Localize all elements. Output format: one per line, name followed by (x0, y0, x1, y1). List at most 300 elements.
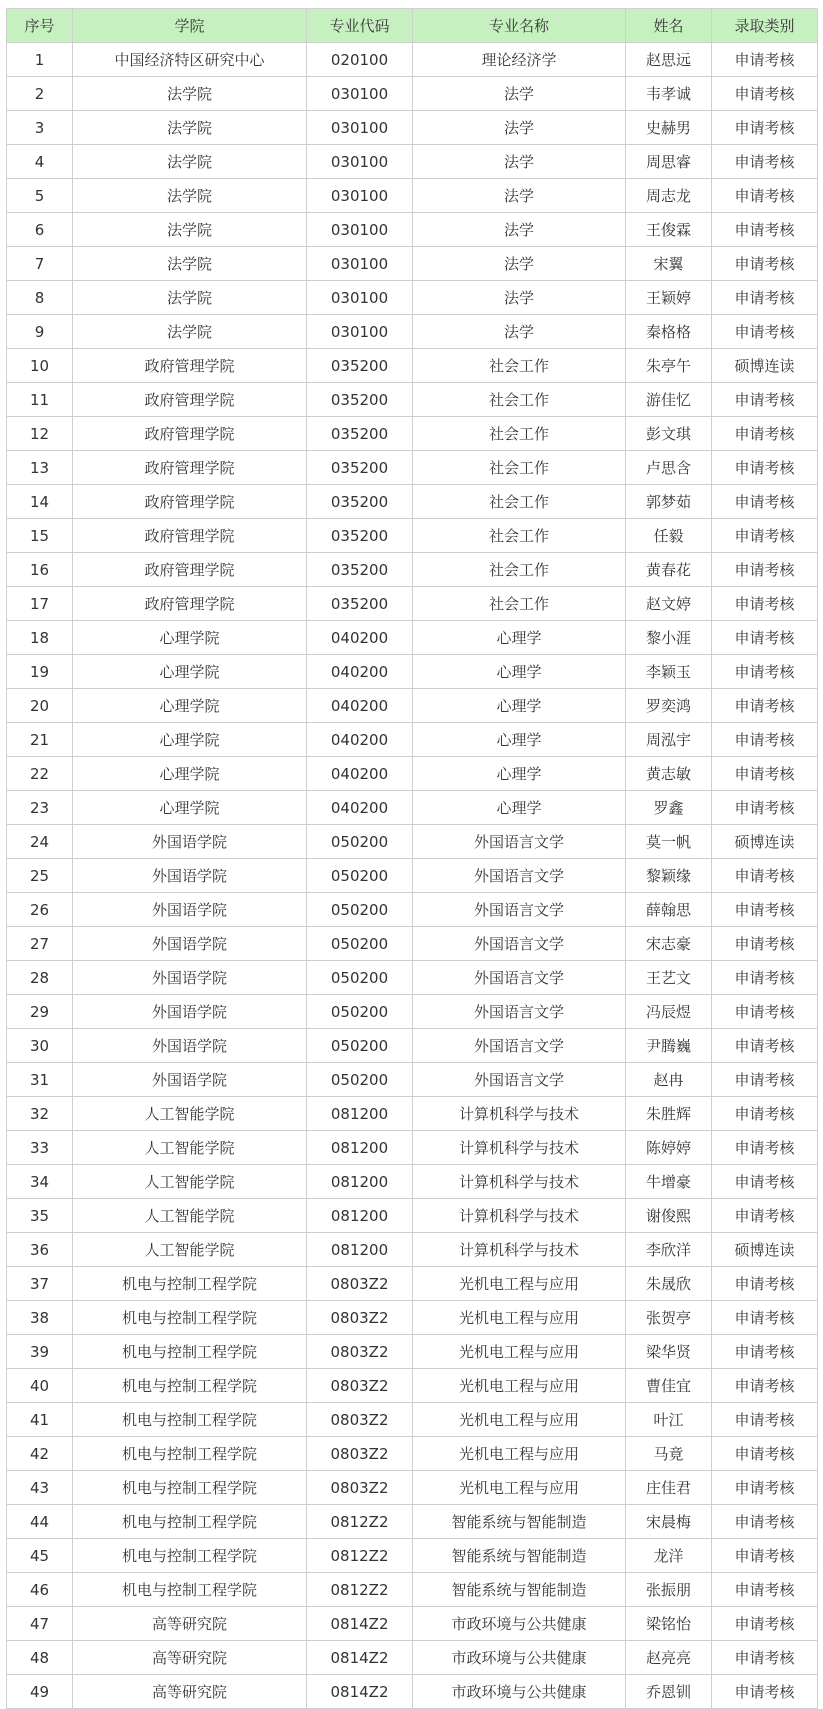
cell-student-name: 罗鑫 (626, 791, 712, 825)
cell-admission-type: 申请考核 (712, 1063, 818, 1097)
cell-major-name: 法学 (413, 281, 626, 315)
cell-student-name: 黄春花 (626, 553, 712, 587)
cell-admission-type: 申请考核 (712, 1097, 818, 1131)
cell-student-name: 薛翰思 (626, 893, 712, 927)
cell-college: 法学院 (73, 315, 307, 349)
cell-index: 41 (7, 1403, 73, 1437)
cell-admission-type: 申请考核 (712, 77, 818, 111)
table-row (7, 1471, 818, 1505)
cell-admission-type: 申请考核 (712, 417, 818, 451)
cell-major-code: 0814Z2 (307, 1675, 413, 1709)
table-row (7, 1403, 818, 1437)
cell-index: 28 (7, 961, 73, 995)
cell-college: 政府管理学院 (73, 519, 307, 553)
cell-admission-type: 申请考核 (712, 757, 818, 791)
table-row (7, 281, 818, 315)
cell-major-code: 081200 (307, 1097, 413, 1131)
cell-major-code: 030100 (307, 111, 413, 145)
cell-index: 40 (7, 1369, 73, 1403)
cell-index: 42 (7, 1437, 73, 1471)
cell-admission-type: 申请考核 (712, 519, 818, 553)
header-major-name: 专业名称 (413, 9, 626, 43)
cell-college: 政府管理学院 (73, 587, 307, 621)
cell-college: 人工智能学院 (73, 1233, 307, 1267)
table-row (7, 655, 818, 689)
cell-major-code: 030100 (307, 179, 413, 213)
cell-student-name: 朱晟欣 (626, 1267, 712, 1301)
header-admission-type: 录取类别 (712, 9, 818, 43)
table-row (7, 1063, 818, 1097)
cell-major-name: 外国语言文学 (413, 859, 626, 893)
cell-major-name: 计算机科学与技术 (413, 1097, 626, 1131)
cell-admission-type: 申请考核 (712, 689, 818, 723)
cell-major-name: 市政环境与公共健康 (413, 1641, 626, 1675)
cell-index: 20 (7, 689, 73, 723)
cell-major-code: 035200 (307, 451, 413, 485)
cell-major-name: 心理学 (413, 757, 626, 791)
cell-college: 心理学院 (73, 655, 307, 689)
cell-major-name: 计算机科学与技术 (413, 1199, 626, 1233)
table-row (7, 825, 818, 859)
table-row (7, 1437, 818, 1471)
cell-major-name: 外国语言文学 (413, 995, 626, 1029)
cell-index: 1 (7, 43, 73, 77)
cell-admission-type: 硕博连读 (712, 1233, 818, 1267)
cell-college: 机电与控制工程学院 (73, 1335, 307, 1369)
cell-major-name: 法学 (413, 213, 626, 247)
cell-college: 法学院 (73, 281, 307, 315)
cell-major-code: 035200 (307, 349, 413, 383)
table-row (7, 1131, 818, 1165)
cell-student-name: 王颖婷 (626, 281, 712, 315)
cell-student-name: 周志龙 (626, 179, 712, 213)
cell-index: 36 (7, 1233, 73, 1267)
cell-college: 机电与控制工程学院 (73, 1505, 307, 1539)
table-row (7, 757, 818, 791)
cell-college: 机电与控制工程学院 (73, 1301, 307, 1335)
cell-major-name: 法学 (413, 247, 626, 281)
cell-index: 34 (7, 1165, 73, 1199)
cell-admission-type: 申请考核 (712, 145, 818, 179)
cell-college: 心理学院 (73, 723, 307, 757)
cell-college: 机电与控制工程学院 (73, 1369, 307, 1403)
cell-major-name: 社会工作 (413, 485, 626, 519)
cell-major-name: 法学 (413, 111, 626, 145)
cell-admission-type: 申请考核 (712, 961, 818, 995)
cell-index: 33 (7, 1131, 73, 1165)
cell-major-name: 社会工作 (413, 451, 626, 485)
cell-major-code: 081200 (307, 1131, 413, 1165)
cell-admission-type: 申请考核 (712, 553, 818, 587)
cell-major-code: 050200 (307, 995, 413, 1029)
cell-major-name: 智能系统与智能制造 (413, 1573, 626, 1607)
cell-college: 法学院 (73, 213, 307, 247)
table-row (7, 1675, 818, 1709)
cell-student-name: 赵冉 (626, 1063, 712, 1097)
cell-student-name: 牛增豪 (626, 1165, 712, 1199)
cell-student-name: 朱亭午 (626, 349, 712, 383)
cell-major-name: 社会工作 (413, 349, 626, 383)
cell-college: 外国语学院 (73, 1029, 307, 1063)
cell-major-name: 外国语言文学 (413, 1063, 626, 1097)
cell-student-name: 赵亮亮 (626, 1641, 712, 1675)
table-row (7, 1267, 818, 1301)
cell-college: 高等研究院 (73, 1641, 307, 1675)
table-row (7, 451, 818, 485)
cell-admission-type: 申请考核 (712, 485, 818, 519)
cell-college: 人工智能学院 (73, 1165, 307, 1199)
cell-admission-type: 申请考核 (712, 451, 818, 485)
cell-major-code: 050200 (307, 859, 413, 893)
cell-index: 15 (7, 519, 73, 553)
cell-major-name: 计算机科学与技术 (413, 1233, 626, 1267)
cell-student-name: 谢俊熙 (626, 1199, 712, 1233)
cell-student-name: 庄佳君 (626, 1471, 712, 1505)
cell-index: 45 (7, 1539, 73, 1573)
header-college: 学院 (73, 9, 307, 43)
cell-major-code: 050200 (307, 1029, 413, 1063)
cell-index: 49 (7, 1675, 73, 1709)
cell-admission-type: 申请考核 (712, 723, 818, 757)
cell-index: 14 (7, 485, 73, 519)
cell-index: 27 (7, 927, 73, 961)
table-row (7, 723, 818, 757)
cell-admission-type: 申请考核 (712, 1675, 818, 1709)
cell-major-name: 计算机科学与技术 (413, 1165, 626, 1199)
table-row (7, 213, 818, 247)
cell-major-name: 外国语言文学 (413, 825, 626, 859)
cell-index: 43 (7, 1471, 73, 1505)
table-row (7, 485, 818, 519)
cell-student-name: 王俊霖 (626, 213, 712, 247)
cell-index: 9 (7, 315, 73, 349)
cell-college: 外国语学院 (73, 961, 307, 995)
cell-index: 23 (7, 791, 73, 825)
cell-major-code: 040200 (307, 757, 413, 791)
cell-index: 13 (7, 451, 73, 485)
table-row (7, 893, 818, 927)
cell-college: 法学院 (73, 145, 307, 179)
table-row (7, 1607, 818, 1641)
cell-major-name: 理论经济学 (413, 43, 626, 77)
cell-major-name: 光机电工程与应用 (413, 1267, 626, 1301)
cell-index: 12 (7, 417, 73, 451)
cell-admission-type: 申请考核 (712, 1267, 818, 1301)
cell-college: 人工智能学院 (73, 1199, 307, 1233)
table-row (7, 349, 818, 383)
cell-major-code: 0803Z2 (307, 1437, 413, 1471)
cell-index: 48 (7, 1641, 73, 1675)
cell-student-name: 叶江 (626, 1403, 712, 1437)
cell-major-name: 法学 (413, 77, 626, 111)
cell-college: 政府管理学院 (73, 417, 307, 451)
cell-admission-type: 申请考核 (712, 1131, 818, 1165)
cell-major-name: 光机电工程与应用 (413, 1301, 626, 1335)
cell-major-code: 035200 (307, 553, 413, 587)
cell-college: 心理学院 (73, 621, 307, 655)
cell-index: 31 (7, 1063, 73, 1097)
cell-major-code: 030100 (307, 315, 413, 349)
cell-index: 3 (7, 111, 73, 145)
table-row (7, 519, 818, 553)
cell-index: 25 (7, 859, 73, 893)
cell-college: 法学院 (73, 111, 307, 145)
cell-major-name: 社会工作 (413, 587, 626, 621)
table-row (7, 689, 818, 723)
cell-major-name: 法学 (413, 315, 626, 349)
cell-student-name: 赵思远 (626, 43, 712, 77)
cell-major-name: 光机电工程与应用 (413, 1403, 626, 1437)
cell-major-code: 035200 (307, 383, 413, 417)
cell-admission-type: 硕博连读 (712, 349, 818, 383)
cell-index: 22 (7, 757, 73, 791)
cell-admission-type: 申请考核 (712, 1505, 818, 1539)
cell-college: 心理学院 (73, 791, 307, 825)
cell-college: 中国经济特区研究中心 (73, 43, 307, 77)
cell-index: 4 (7, 145, 73, 179)
cell-major-code: 050200 (307, 825, 413, 859)
cell-admission-type: 申请考核 (712, 179, 818, 213)
cell-college: 外国语学院 (73, 1063, 307, 1097)
cell-student-name: 秦格格 (626, 315, 712, 349)
cell-college: 机电与控制工程学院 (73, 1539, 307, 1573)
cell-college: 外国语学院 (73, 859, 307, 893)
cell-major-code: 030100 (307, 281, 413, 315)
cell-index: 16 (7, 553, 73, 587)
cell-index: 5 (7, 179, 73, 213)
cell-admission-type: 申请考核 (712, 995, 818, 1029)
cell-index: 18 (7, 621, 73, 655)
cell-student-name: 乔恩钏 (626, 1675, 712, 1709)
cell-index: 6 (7, 213, 73, 247)
cell-college: 法学院 (73, 77, 307, 111)
cell-index: 39 (7, 1335, 73, 1369)
cell-index: 19 (7, 655, 73, 689)
cell-major-code: 0814Z2 (307, 1607, 413, 1641)
cell-major-code: 050200 (307, 893, 413, 927)
cell-major-name: 市政环境与公共健康 (413, 1607, 626, 1641)
table-row (7, 621, 818, 655)
cell-major-code: 0803Z2 (307, 1369, 413, 1403)
header-row (7, 9, 818, 43)
cell-major-code: 050200 (307, 1063, 413, 1097)
table-row (7, 1097, 818, 1131)
header-name: 姓名 (626, 9, 712, 43)
cell-major-code: 0803Z2 (307, 1301, 413, 1335)
cell-major-code: 0803Z2 (307, 1335, 413, 1369)
cell-index: 47 (7, 1607, 73, 1641)
cell-major-code: 040200 (307, 791, 413, 825)
cell-student-name: 龙洋 (626, 1539, 712, 1573)
cell-student-name: 赵文婷 (626, 587, 712, 621)
cell-index: 37 (7, 1267, 73, 1301)
table-row (7, 1573, 818, 1607)
cell-index: 21 (7, 723, 73, 757)
cell-student-name: 朱胜辉 (626, 1097, 712, 1131)
cell-student-name: 黄志敏 (626, 757, 712, 791)
cell-index: 29 (7, 995, 73, 1029)
cell-college: 机电与控制工程学院 (73, 1437, 307, 1471)
cell-college: 高等研究院 (73, 1607, 307, 1641)
cell-student-name: 彭文琪 (626, 417, 712, 451)
cell-admission-type: 申请考核 (712, 1539, 818, 1573)
cell-student-name: 罗奕鸿 (626, 689, 712, 723)
table-row (7, 1539, 818, 1573)
cell-major-code: 035200 (307, 519, 413, 553)
header-index: 序号 (7, 9, 73, 43)
cell-admission-type: 申请考核 (712, 1471, 818, 1505)
table-row (7, 587, 818, 621)
cell-college: 心理学院 (73, 757, 307, 791)
cell-major-code: 0812Z2 (307, 1573, 413, 1607)
cell-major-code: 035200 (307, 417, 413, 451)
table-row (7, 1369, 818, 1403)
cell-student-name: 马竟 (626, 1437, 712, 1471)
cell-admission-type: 申请考核 (712, 587, 818, 621)
cell-major-code: 035200 (307, 587, 413, 621)
cell-major-name: 外国语言文学 (413, 1029, 626, 1063)
cell-major-name: 社会工作 (413, 417, 626, 451)
cell-admission-type: 申请考核 (712, 1335, 818, 1369)
cell-student-name: 梁铭怡 (626, 1607, 712, 1641)
cell-college: 政府管理学院 (73, 349, 307, 383)
table-row (7, 315, 818, 349)
cell-major-name: 光机电工程与应用 (413, 1471, 626, 1505)
cell-major-name: 光机电工程与应用 (413, 1437, 626, 1471)
cell-student-name: 史赫男 (626, 111, 712, 145)
cell-major-name: 智能系统与智能制造 (413, 1539, 626, 1573)
cell-major-code: 040200 (307, 655, 413, 689)
cell-college: 政府管理学院 (73, 451, 307, 485)
table-row (7, 859, 818, 893)
cell-student-name: 周思睿 (626, 145, 712, 179)
cell-student-name: 宋晨梅 (626, 1505, 712, 1539)
cell-admission-type: 申请考核 (712, 1437, 818, 1471)
cell-admission-type: 申请考核 (712, 281, 818, 315)
table-row (7, 1301, 818, 1335)
table-row (7, 145, 818, 179)
cell-college: 机电与控制工程学院 (73, 1471, 307, 1505)
cell-college: 外国语学院 (73, 927, 307, 961)
cell-admission-type: 申请考核 (712, 383, 818, 417)
cell-college: 政府管理学院 (73, 485, 307, 519)
cell-major-code: 0812Z2 (307, 1539, 413, 1573)
cell-college: 人工智能学院 (73, 1097, 307, 1131)
cell-index: 11 (7, 383, 73, 417)
cell-student-name: 莫一帆 (626, 825, 712, 859)
table-row (7, 111, 818, 145)
cell-index: 46 (7, 1573, 73, 1607)
cell-major-name: 法学 (413, 179, 626, 213)
cell-student-name: 周泓宇 (626, 723, 712, 757)
cell-college: 法学院 (73, 247, 307, 281)
cell-student-name: 曹佳宜 (626, 1369, 712, 1403)
cell-major-code: 030100 (307, 213, 413, 247)
table-row (7, 383, 818, 417)
cell-college: 外国语学院 (73, 825, 307, 859)
cell-admission-type: 硕博连读 (712, 825, 818, 859)
cell-index: 44 (7, 1505, 73, 1539)
cell-student-name: 黎小涯 (626, 621, 712, 655)
cell-major-name: 市政环境与公共健康 (413, 1675, 626, 1709)
cell-index: 32 (7, 1097, 73, 1131)
cell-student-name: 宋翼 (626, 247, 712, 281)
cell-admission-type: 申请考核 (712, 1641, 818, 1675)
cell-index: 17 (7, 587, 73, 621)
cell-index: 35 (7, 1199, 73, 1233)
cell-major-code: 0803Z2 (307, 1267, 413, 1301)
cell-major-name: 智能系统与智能制造 (413, 1505, 626, 1539)
cell-major-code: 030100 (307, 145, 413, 179)
table-body (7, 43, 818, 1709)
cell-student-name: 郭梦茹 (626, 485, 712, 519)
cell-major-name: 心理学 (413, 689, 626, 723)
cell-student-name: 尹腾巍 (626, 1029, 712, 1063)
cell-major-name: 社会工作 (413, 519, 626, 553)
cell-major-name: 外国语言文学 (413, 927, 626, 961)
table-row (7, 1165, 818, 1199)
cell-major-name: 社会工作 (413, 383, 626, 417)
cell-admission-type: 申请考核 (712, 893, 818, 927)
cell-index: 7 (7, 247, 73, 281)
cell-student-name: 黎颖缘 (626, 859, 712, 893)
cell-admission-type: 申请考核 (712, 1403, 818, 1437)
table-row (7, 1233, 818, 1267)
cell-admission-type: 申请考核 (712, 247, 818, 281)
cell-college: 政府管理学院 (73, 383, 307, 417)
cell-student-name: 游佳忆 (626, 383, 712, 417)
cell-major-name: 心理学 (413, 723, 626, 757)
cell-student-name: 宋志豪 (626, 927, 712, 961)
table-row (7, 1505, 818, 1539)
table-row (7, 43, 818, 77)
table-row (7, 995, 818, 1029)
cell-college: 高等研究院 (73, 1675, 307, 1709)
table-row (7, 1029, 818, 1063)
cell-student-name: 韦孝诚 (626, 77, 712, 111)
header-major-code: 专业代码 (307, 9, 413, 43)
cell-major-code: 050200 (307, 961, 413, 995)
cell-admission-type: 申请考核 (712, 1369, 818, 1403)
cell-admission-type: 申请考核 (712, 621, 818, 655)
cell-major-code: 0812Z2 (307, 1505, 413, 1539)
cell-college: 法学院 (73, 179, 307, 213)
cell-admission-type: 申请考核 (712, 1029, 818, 1063)
cell-student-name: 李欣洋 (626, 1233, 712, 1267)
cell-major-code: 040200 (307, 723, 413, 757)
cell-major-name: 心理学 (413, 621, 626, 655)
cell-major-name: 光机电工程与应用 (413, 1369, 626, 1403)
cell-index: 10 (7, 349, 73, 383)
cell-index: 38 (7, 1301, 73, 1335)
cell-major-code: 030100 (307, 77, 413, 111)
cell-college: 人工智能学院 (73, 1131, 307, 1165)
cell-student-name: 冯辰煜 (626, 995, 712, 1029)
cell-index: 8 (7, 281, 73, 315)
cell-admission-type: 申请考核 (712, 859, 818, 893)
cell-college: 机电与控制工程学院 (73, 1267, 307, 1301)
table-header (7, 9, 818, 43)
cell-college: 外国语学院 (73, 893, 307, 927)
cell-major-code: 020100 (307, 43, 413, 77)
cell-college: 心理学院 (73, 689, 307, 723)
cell-major-code: 050200 (307, 927, 413, 961)
cell-major-name: 外国语言文学 (413, 961, 626, 995)
cell-admission-type: 申请考核 (712, 213, 818, 247)
cell-admission-type: 申请考核 (712, 315, 818, 349)
cell-admission-type: 申请考核 (712, 655, 818, 689)
cell-major-name: 法学 (413, 145, 626, 179)
